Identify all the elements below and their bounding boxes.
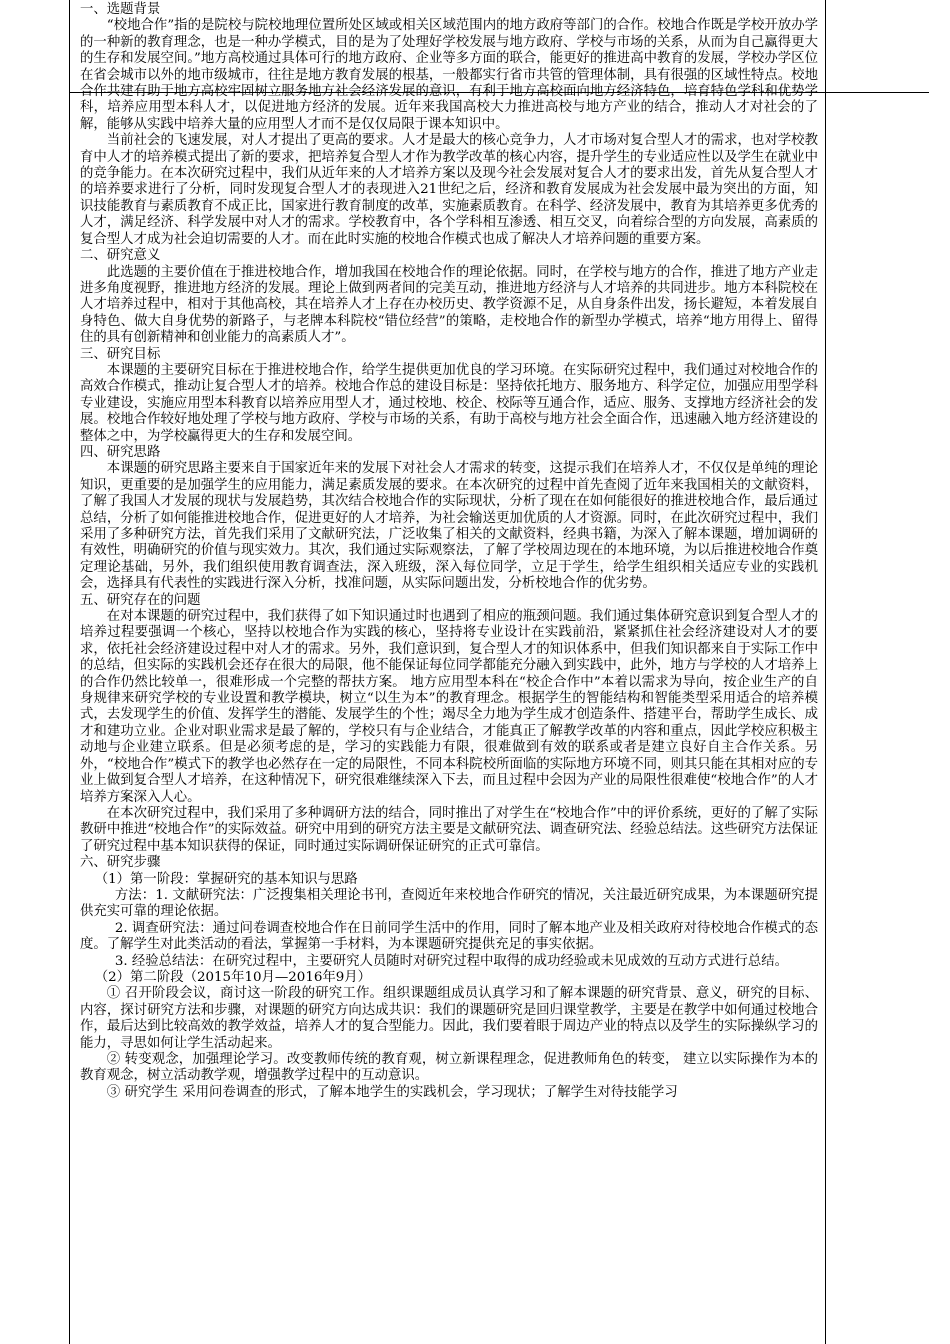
problems-paragraph-1: 在对本课题的研究过程中，我们获得了如下知识通过时也遇到了相应的瓶颈问题。我们通过集体研究意识到复合型人才的培养过程要强调一个核心，坚持以校地合作为实践的核心，坚持将专业设计在实践前沿，紧紧抓住社会经济建设对人才的要求，依托社会经济建设过程中对人才的需求。另外，我们意识到，复合型人才的知识体系中，但我们知识都来自于实际工作中的总结，但实际的实践机会还存在很大的局限，他不能保证每位同学都能充分融入到实践中，此外，地方与学校的人才培养上的合作仍然比较单一，很难形成一个完整的帮扶方案。 地方应用型本科在“校企合作中”本着以需求为导向，按企业生产的自身规律来研究学校的专业设置和教学模块，树立“以生为本”的教育理念。根据学生的智能结构和智能类型采用适合的培养模式，去发现学生的价值、发挥学生的潜能、发展学生的个性；竭尽全力地为学生成才创造条件、搭建平台，帮助学生成长、成才和建功立业。企业对职业需求是最了解的，学校只有与企业结合，才能真正了解教学改革的内容和重点，因此学校应积极主动地与企业建立联系。但是必须考虑的是，学习的实践能力有限，很难做到有效的联系或者是建立良好自主合作关系。另外，“校地合作”模式下的教学也必然存在一定的局限性，不同本科院校所面临的实际地方环境不同，则其只能在其相对应的专业上做到复合型人才培养，在这种情况下，研究很难继续深入下去，而且过程中会因为产业的局限性很难使“校地合作”的人才培养方案深入人心。 bbox=[80, 609, 818, 805]
significance-paragraph: 此选题的主要价值在于推进校地合作，增加我国在校地合作的理论依据。同时，在学校与地方的合作，推进了地方产业走进多角度视野，推进地方经济的发展。理论上做到两者间的完美互动，推进地方经济与人才培养的共同进步。地方本科院校在人才培养过程中，相对于其他高校，其在培养人才上存在办校历史、教学资源不足，从自身条件出发，扬长避短，本着发展自身特色、做大自身优势的新路子，与老牌本科院校“错位经营”的策略，走校地合作的新型办学模式，培养“地方用得上、留得住的具有创新精神和创业能力的高素质人才”。 bbox=[80, 264, 818, 346]
document-body bbox=[80, 2, 818, 1101]
approach-paragraph: 本课题的研究思路主要来自于国家近年来的发展下对社会人才需求的转变，这提示我们在培养人才，不仅仅是单纯的理论知识，更重要的是加强学生的应用能力，满足素质发展的要求。在本次研究的过程中首先查阅了近年来我国相关的文献资料，了解了我国人才发展的现状与发展趋势，其次结合校地合作的实际现状，分析了现在在如何能很好的推进校地合作，最后通过总结，分析了如何能推进校地合作，促进更好的人才培养，为社会输送更加优质的人才资源。同时，在此次研究过程中，我们采用了多种研究方法，首先我们采用了文献研究法，广泛收集了相关的文献资料，经典书籍，为深入了解本课题，增加调研的有效性，明确研究的价值与现实效力。其次，我们通过实际观察法，了解了学校周边现在的本地环境，为以后推进校地合作奠定理论基础，另外，我们组织使用教育调查法，深入班级，深入每位同学，立足于学生，给学生组织相关适应专业的实践机会，选择具有代表性的实践进行深入分析，找准问题，从实际问题出发，分析校地合作的优劣势。 bbox=[80, 461, 818, 592]
section-heading-steps: 六、研究步骤 bbox=[80, 855, 161, 871]
background-paragraph-1: “校地合作”指的是院校与院校地理位置所处区域或相关区域范围内的地方政府等部门的合作。校地合作既是学校开放办学的一种新的教育理念，也是一种办学模式，目的是为了处理好学校发展与地方政府、学校与市场的关系，从而为自己赢得更大的生存和发展空间。”地方高校通过具体可行的地方政府、企业等多方面的联合，能更好的推进高中教育的发展，学校办学区位在省会城市以外的地市级城市，往往是地方教育发展的根基，一般都实行省市共管的管理体制，具有很强的区域性特点。校地合作共建有助于地方高校牢固树立服务地方社会经济发展的意识，有利于地方高校面向地方经济特色，培育特色学科和优势学科，培养应用型本科人才，以促进地方经济的发展。近年来我国高校大力推进高校与地方产业的结合，推动人才对社会的了解，能够从实践中培养大量的应用型人才而不是仅仅局限于课本知识中。 bbox=[80, 18, 818, 132]
stage-1-method-2: 2. 调查研究法：通过问卷调查校地合作在日前同学生活中的作用，同时了解本地产业及相关政府对待校地合作模式的态度。了解学生对此类活动的看法，掌握第一手材料，为本课题研究提供充足的事实依据。 bbox=[80, 920, 818, 953]
problems-paragraph-2: 在本次研究过程中，我们采用了多种调研方法的结合，同时推出了对学生在“校地合作”中的评价系统，更好的了解了实际教研中推进“校地合作”的实际效益。研究中用到的研究方法主要是文献研究法、调查研究法、经验总结法。这些研究方法保证了研究过程中基本知识获得的保证，同时通过实际调研保证研究的正式可靠信。 bbox=[80, 805, 818, 854]
stage-1-title: （1）第一阶段：掌握研究的基本知识与思路 bbox=[94, 871, 358, 887]
background-paragraph-2: 当前社会的飞速发展，对人才提出了更高的要求。人才是最大的核心竞争力，人才市场对复合型人才的需求，也对学校教育中人才的培养模式提出了新的要求，把培养复合型人才作为教学改革的核心内容，提升学生的专业适应性以及学生在就业中的竞争能力。在本次研究过程中，我们从近年来的人才培养方案以及现今社会发展对复合人才的要求出发，首先从复合型人才的培养要求进行了分析，同时发现复合型人才的表现进入21世纪之后，经济和教育发展成为社会发展中最为突出的方面，知识技能教育与素质教育不成正比，国家进行教育制度的改革，实施素质教育。在科学、经济发展中，教育为其培养更多优秀的人才，满足经济、科学发展中对人才的需求。学校教育中，各个学科相互渗透、相互交叉，向着综合型的方向发展，高素质的复合型人才成为社会迫切需要的人才。而在此时实施的校地合作模式也成了解决人才培养问题的重要方案。 bbox=[80, 133, 818, 247]
section-heading-problems: 五、研究存在的问题 bbox=[80, 592, 201, 608]
section-heading-approach: 四、研究思路 bbox=[80, 444, 161, 460]
stage-2-title: （2）第二阶段（2015年10月—2016年9月） bbox=[94, 969, 372, 985]
section-heading-significance: 二、研究意义 bbox=[80, 248, 161, 264]
goals-paragraph: 本课题的主要研究目标在于推进校地合作，给学生提供更加优良的学习环境。在实际研究过程中，我们通过对校地合作的高效合作模式，推动让复合型人才的培养。校地合作总的建设目标是：坚持依托地方、服务地方、科学定位，加强应用型学科专业建设，实施应用型本科教育以培养应用型人才，通过校地、校企、校际等互通合作，适应、服务、支撑地方经济社会的发展。校地合作较好地处理了学校与地方政府、学校与市场的关系，有助于高校与地方社会全面合作，迅速融入地方经济建设的整体之中，为学校赢得更大的生存和发展空间。 bbox=[80, 362, 818, 444]
stage-1-method-1: 方法：1. 文献研究法：广泛搜集相关理论书刊，查阅近年来校地合作研究的情况，关注最近研究成果，为本课题研究提供充实可靠的理论依据。 bbox=[80, 887, 818, 920]
stage-1-method-3: 3. 经验总结法：在研究过程中，主要研究人员随时对研究过程中取得的成功经验或未见成效的互动方式进行总结。 bbox=[114, 953, 788, 969]
section-heading-background: 一、选题背景 bbox=[80, 2, 161, 17]
stage-2-item-2: ② 转变观念，加强理论学习。改变教师传统的教育观，树立新课程理念，促进教师角色的转变， 建立以实际操作为本的教育观念，树立活动教学观，增强教学过程中的互动意识。 bbox=[80, 1052, 818, 1084]
section-heading-goals: 三、研究目标 bbox=[80, 346, 161, 362]
stage-2-item-3: ③ 研究学生 采用问卷调查的形式，了解本地学生的实践机会，学习现状；了解学生对待技能学习 bbox=[106, 1084, 678, 1100]
stage-2-item-1: ① 召开阶段会议，商讨这一阶段的研究工作。组织课题组成员认真学习和了解本课题的研究背景、意义，研究的目标、内容，探讨研究方法和步骤，对课题的研究方向达成共识：我们的课题研究是回归课堂教学，主要是在教学中如何通过校地合作，最后达到比较高效的教学效益，培养人才的复合型能力。因此，我们要着眼于周边产业的特点以及学生的实际操纵学习的能力，寻思如何让学生活动起来。 bbox=[80, 986, 818, 1051]
